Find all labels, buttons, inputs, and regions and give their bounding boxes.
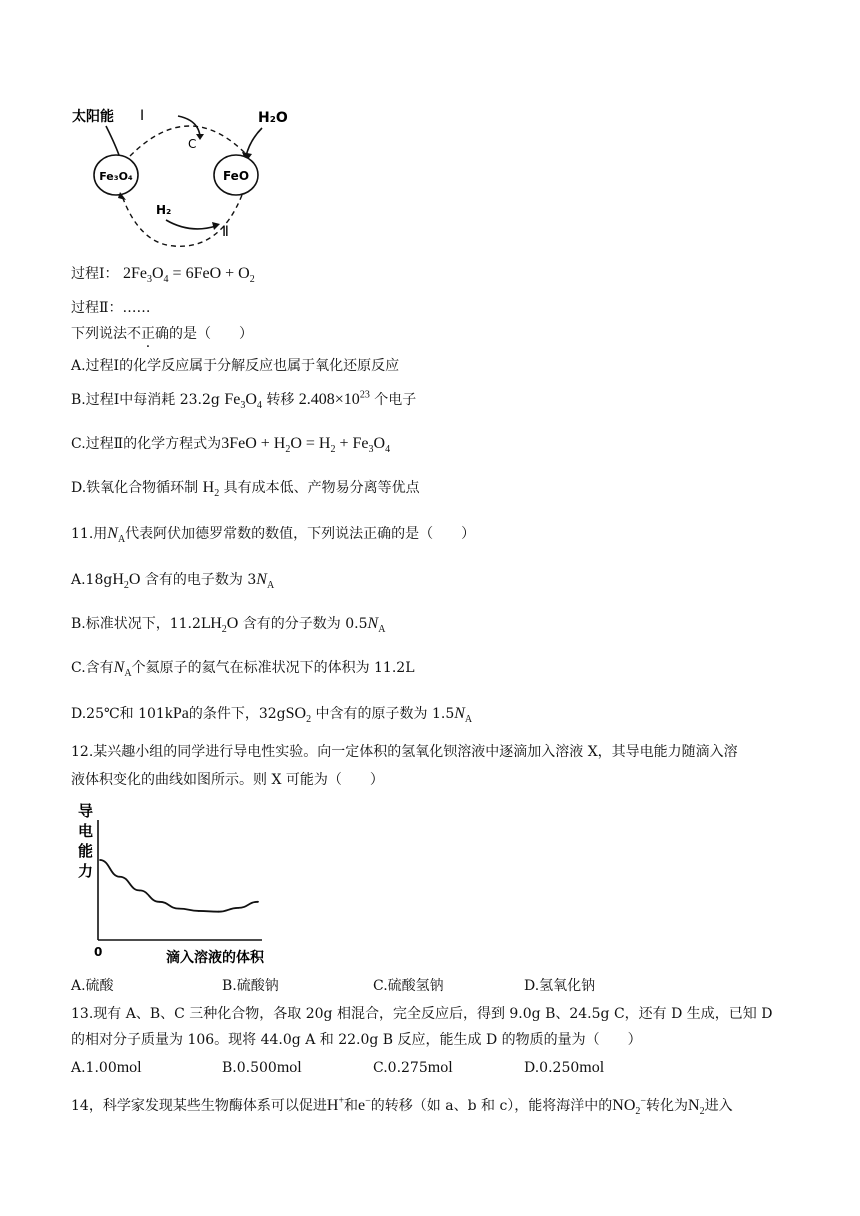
stem-part: 和 bbox=[344, 1098, 359, 1114]
y-label-char: 导 bbox=[78, 802, 94, 820]
avogadro-symbol: $N_A$ bbox=[367, 615, 386, 636]
option-text: 个氦原子的氦气在标准状况下的体积为 11.2L bbox=[131, 660, 415, 676]
data-point bbox=[158, 901, 160, 903]
y-label-char: 力 bbox=[78, 862, 94, 880]
q11-option-a bbox=[71, 570, 274, 590]
data-point bbox=[178, 908, 180, 910]
option-text: 具有成本低、产物易分离等优点 bbox=[223, 480, 420, 496]
data-point bbox=[198, 910, 200, 912]
process1-label: Ⅰ bbox=[140, 108, 145, 124]
formula: $H_2O$ bbox=[112, 571, 141, 592]
data-point bbox=[99, 859, 101, 861]
data-point bbox=[139, 890, 141, 892]
water-arrow bbox=[246, 128, 262, 156]
q10-option-d bbox=[71, 478, 420, 498]
stem-part: 14，科学家发现某些生物酶体系可以促进 bbox=[71, 1098, 327, 1114]
y-label-char: 能 bbox=[78, 842, 94, 860]
q12-option-d: D.氢氧化钠 bbox=[524, 978, 596, 994]
avogadro-symbol: $N_A$ bbox=[454, 705, 473, 726]
unit: mol bbox=[579, 1059, 605, 1076]
feo-label: FeO bbox=[222, 169, 250, 183]
unit: mol bbox=[276, 1059, 302, 1076]
formula: e− bbox=[358, 1095, 371, 1114]
unit: mol bbox=[116, 1059, 142, 1076]
formula: $2.408\times 10^{23}$ bbox=[298, 389, 370, 408]
option-text: D.铁氧化合物循环制 bbox=[71, 480, 199, 496]
stem-part: 进入 bbox=[704, 1098, 733, 1114]
unit: kPa bbox=[164, 705, 189, 722]
unit: mol bbox=[427, 1059, 453, 1076]
option-text: 的条件下，32g bbox=[188, 706, 286, 722]
option-text: A.18g bbox=[71, 572, 113, 588]
avogadro-symbol: $N_A$ bbox=[107, 525, 126, 546]
solar-arrow bbox=[106, 126, 120, 158]
origin-label: 0 bbox=[94, 945, 103, 959]
q10-option-b bbox=[71, 390, 416, 410]
q13-stem-line2: 的相对分子质量为 106。现将 44.0g A 和 22.0g B 反应，能生成 D 的物质的量为（ ） bbox=[71, 1032, 642, 1048]
q13-stem-line1: 13.现有 A、B、C 三种化合物，各取 20g 相混合，完全反应后，得到 9.0g B、24.5g C，还有 D 生成，已知 D bbox=[71, 1006, 773, 1022]
option-text: B.过程Ⅰ中每消耗 23.2g bbox=[71, 392, 220, 408]
fe-oxide-cycle-diagram bbox=[70, 100, 300, 250]
q11-option-d bbox=[71, 704, 472, 724]
formula: $N_2$ bbox=[688, 1097, 705, 1118]
q11-option-b bbox=[71, 614, 385, 634]
process2-label: Ⅱ bbox=[222, 224, 229, 240]
y-label-char: 电 bbox=[78, 822, 94, 840]
q12-stem-line1: 12.某兴趣小组的同学进行导电性实验。向一定体积的氢氧化钡溶液中逐滴加入溶液 X，其导电能力随滴入溶 bbox=[71, 744, 738, 760]
option-text: D.25℃和 101 bbox=[71, 706, 165, 722]
q12-option-b: B.硫酸钠 bbox=[222, 978, 279, 994]
data-point bbox=[119, 876, 121, 878]
formula: $SO_2$ bbox=[285, 705, 312, 726]
data-point bbox=[257, 901, 259, 903]
h2-arrowhead bbox=[212, 222, 220, 230]
avogadro-symbol: $N_A$ bbox=[256, 571, 275, 592]
h2-arrow bbox=[166, 220, 216, 229]
q10-option-c bbox=[71, 434, 390, 454]
formula: $H_2O$ bbox=[210, 615, 239, 636]
h2-label: H₂ bbox=[156, 203, 172, 217]
formula: $Fe_3O_4$ bbox=[224, 391, 262, 412]
option-text: 个电子 bbox=[374, 392, 417, 408]
q12-option-c: C.硫酸氢钠 bbox=[373, 978, 444, 994]
stem-part: 的是（ ） bbox=[169, 326, 253, 342]
stem-part: 的转移（如 a、b 和 c），能将海洋中的 bbox=[370, 1098, 613, 1114]
data-point bbox=[218, 911, 220, 913]
q10-option-a: A.过程Ⅰ的化学反应属于分解反应也属于氧化还原反应 bbox=[71, 358, 400, 374]
o2-arrowhead bbox=[196, 134, 204, 140]
option-text: 中含有的原子数为 1.5 bbox=[315, 706, 455, 722]
solar-energy-label: 太阳能 bbox=[72, 109, 114, 125]
q13-option-c bbox=[373, 1058, 453, 1078]
q12-option-a: A.硫酸 bbox=[71, 978, 114, 994]
formula: H+ bbox=[326, 1095, 345, 1114]
q13-option-b bbox=[222, 1058, 302, 1078]
q11-stem bbox=[71, 524, 475, 544]
formula: $H_2$ bbox=[202, 479, 220, 500]
equation: $3FeO + H_2O = H_2 + Fe_3O_4$ bbox=[221, 435, 391, 456]
x-axis-label: 滴入溶液的体积 bbox=[166, 950, 264, 966]
process2-text: 过程Ⅱ：…… bbox=[71, 300, 151, 316]
stem-part: 11.用 bbox=[71, 526, 108, 542]
o2-label: C bbox=[188, 137, 197, 151]
q14-stem bbox=[71, 1096, 733, 1116]
stem-part: 下列说法 bbox=[71, 326, 127, 342]
option-value: D.0.250 bbox=[524, 1060, 580, 1076]
formula: $NO_2^-$ bbox=[612, 1095, 647, 1118]
option-text: C.含有 bbox=[71, 660, 114, 676]
option-text: C.过程Ⅱ的化学方程式为 bbox=[71, 436, 222, 452]
option-text: 含有的电子数为 3 bbox=[144, 572, 257, 588]
conductivity-chart bbox=[72, 796, 272, 972]
emphasis-text: 不正确 bbox=[127, 326, 169, 342]
fe3o4-label: Fe₃O₄ bbox=[99, 170, 133, 183]
equation: $2Fe_3O_4 = 6FeO + O_2$ bbox=[122, 265, 255, 286]
option-value: B.0.500 bbox=[222, 1060, 277, 1076]
option-text: 含有的分子数为 0.5 bbox=[242, 616, 368, 632]
stem-part: 转化为 bbox=[646, 1098, 689, 1114]
option-text: B.标准状况下，11.2L bbox=[71, 616, 211, 632]
option-value: C.0.275 bbox=[373, 1060, 428, 1076]
q12-stem-line2: 液体积变化的曲线如图所示。则 X 可能为（ ） bbox=[71, 772, 384, 788]
water-label: H₂O bbox=[258, 110, 288, 126]
option-value: A.1.00 bbox=[71, 1060, 117, 1076]
y-axis-label bbox=[78, 802, 93, 880]
q11-option-c bbox=[71, 658, 415, 678]
q13-option-a bbox=[71, 1058, 142, 1078]
q13-option-d bbox=[524, 1058, 604, 1078]
process1-prefix: 过程Ⅰ： bbox=[71, 266, 119, 282]
q10-stem bbox=[71, 324, 253, 344]
option-text: 转移 bbox=[266, 392, 295, 408]
stem-part: 代表阿伏加德罗常数的数值，下列说法正确的是（ ） bbox=[125, 526, 476, 542]
conductivity-curve bbox=[100, 860, 258, 912]
data-point bbox=[237, 907, 239, 909]
avogadro-symbol: $N_A$ bbox=[113, 659, 132, 680]
process1-equation bbox=[71, 264, 255, 284]
